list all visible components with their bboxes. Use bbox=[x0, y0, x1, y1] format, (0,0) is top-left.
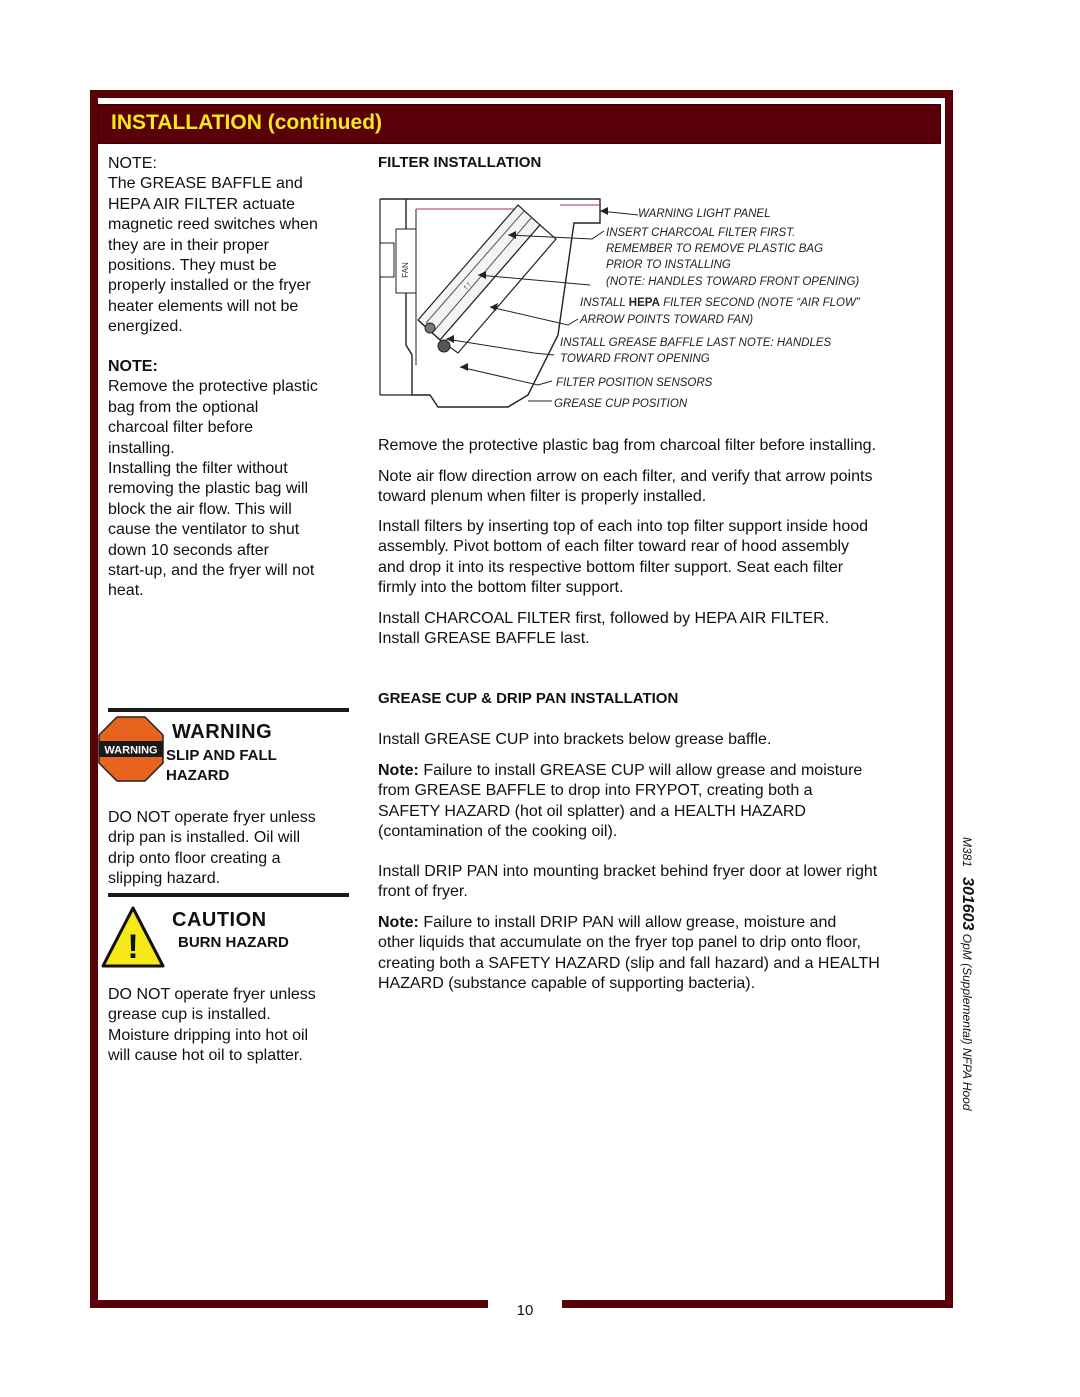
page-frame-right bbox=[945, 90, 953, 1308]
note-label: NOTE: bbox=[108, 358, 158, 375]
page-frame-left bbox=[90, 90, 98, 1308]
note-line: block the air flow. This will bbox=[108, 500, 292, 518]
note-text: Failure to install DRIP PAN will allow grease, moisture and bbox=[418, 914, 837, 931]
warning-body bbox=[108, 808, 348, 890]
filter-p3 bbox=[378, 517, 938, 599]
page-frame-bottom-left bbox=[90, 1300, 488, 1308]
note-label: Note: bbox=[378, 914, 419, 931]
callout-baffle-1: INSTALL GREASE BAFFLE LAST NOTE: HANDLES bbox=[560, 337, 832, 349]
note-line: The GREASE BAFFLE and bbox=[108, 175, 303, 193]
paragraph-line: Install GREASE BAFFLE last. bbox=[378, 630, 590, 648]
section-title: INSTALLATION (continued) bbox=[111, 111, 383, 134]
paragraph-line: front of fryer. bbox=[378, 883, 468, 901]
filter-p4 bbox=[378, 609, 938, 650]
filter-diagram bbox=[378, 195, 938, 415]
note-line: down 10 seconds after bbox=[108, 541, 269, 559]
warning-line: DO NOT operate fryer unless bbox=[108, 809, 316, 826]
warning-line: slipping hazard. bbox=[108, 870, 221, 888]
caution-triangle-icon bbox=[100, 905, 166, 969]
grease-p1 bbox=[378, 730, 938, 750]
page-number: 10 bbox=[516, 1302, 534, 1319]
callout-charcoal-3: PRIOR TO INSTALLING bbox=[606, 259, 731, 271]
note-line: HEPA AIR FILTER actuate bbox=[108, 195, 296, 213]
filter-installation-heading: FILTER INSTALLATION bbox=[378, 154, 542, 171]
caution-sign-glyph: ! bbox=[127, 928, 139, 966]
callout-charcoal-4: (NOTE: HANDLES TOWARD FRONT OPENING) bbox=[606, 276, 860, 288]
warning-line: drip pan is installed. Oil will bbox=[108, 829, 301, 847]
note-reed-switches bbox=[108, 154, 348, 338]
note-line: positions. They must be bbox=[108, 257, 277, 275]
paragraph-line: Remove the protective plastic bag from charcoal filter before installing. bbox=[378, 437, 877, 454]
note-line: charcoal filter before bbox=[108, 419, 253, 437]
caution-body bbox=[108, 985, 348, 1067]
paragraph-line bbox=[378, 761, 938, 781]
callout-baffle-2: TOWARD FRONT OPENING bbox=[560, 353, 710, 365]
note-label: Note: bbox=[378, 762, 419, 779]
callout-filter-sensors: FILTER POSITION SENSORS bbox=[556, 377, 713, 389]
warning-title: WARNING bbox=[172, 721, 273, 743]
grease-note-2 bbox=[378, 913, 938, 995]
paragraph-line: creating both a SAFETY HAZARD (slip and fall hazard) and a HEALTH bbox=[378, 954, 880, 972]
page-frame-bottom-right bbox=[562, 1300, 953, 1308]
note-line: installing. bbox=[108, 439, 175, 457]
caution-title: CAUTION bbox=[172, 909, 267, 931]
note-label: NOTE: bbox=[108, 155, 157, 172]
warning-subtitle bbox=[166, 746, 346, 786]
warning-sign-icon bbox=[97, 715, 165, 783]
paragraph-line bbox=[378, 913, 938, 933]
document-id-text bbox=[958, 837, 976, 1157]
callout-warning-light-panel: WARNING LIGHT PANEL bbox=[638, 208, 771, 220]
section-header-bar bbox=[98, 104, 941, 144]
paragraph-line: toward plenum when filter is properly installed. bbox=[378, 488, 707, 506]
caution-line: grease cup is installed. bbox=[108, 1006, 271, 1024]
note-line: properly installed or the fryer bbox=[108, 277, 311, 295]
note-line: cause the ventilator to shut bbox=[108, 521, 300, 539]
note-plastic-bag bbox=[108, 357, 348, 602]
grease-p3 bbox=[378, 862, 938, 903]
page-frame-top bbox=[90, 90, 953, 98]
paragraph-line: (contamination of the cooking oil). bbox=[378, 823, 618, 841]
paragraph-line: Install GREASE CUP into brackets below grease baffle. bbox=[378, 731, 772, 748]
document-number: 301603 bbox=[959, 877, 976, 931]
caution-line: Moisture dripping into hot oil bbox=[108, 1026, 309, 1044]
note-line: energized. bbox=[108, 318, 183, 336]
callout-charcoal-1: INSERT CHARCOAL FILTER FIRST. bbox=[606, 227, 796, 239]
note-line: heater elements will not be bbox=[108, 297, 299, 315]
callout-hepa-2: ARROW POINTS TOWARD FAN) bbox=[580, 314, 754, 326]
note-text: Failure to install GREASE CUP will allow grease and moisture bbox=[418, 762, 863, 779]
paragraph-line: Install filters by inserting top of each into top filter support inside hood bbox=[378, 518, 869, 535]
model-number: M381 bbox=[960, 837, 974, 868]
note-line: magnetic reed switches when bbox=[108, 216, 318, 234]
note-line: Remove the protective plastic bbox=[108, 378, 318, 396]
warning-subtitle-line: SLIP AND FALL bbox=[166, 747, 277, 764]
filter-p1 bbox=[378, 436, 938, 456]
caution-subtitle: BURN HAZARD bbox=[178, 934, 289, 951]
warning-top-rule bbox=[108, 708, 349, 712]
filter-p2 bbox=[378, 467, 938, 508]
paragraph-line: from GREASE BAFFLE to drop into FRYPOT, creating both a bbox=[378, 782, 813, 800]
grease-cup-heading: GREASE CUP & DRIP PAN INSTALLATION bbox=[378, 690, 679, 707]
paragraph-line: firmly into the bottom filter support. bbox=[378, 579, 624, 597]
paragraph-line: assembly. Pivot bottom of each filter toward rear of hood assembly bbox=[378, 538, 850, 556]
paragraph-line: Install DRIP PAN into mounting bracket behind fryer door at lower right bbox=[378, 863, 878, 880]
document-description: OpM (Supplemental) NFPA Hood bbox=[960, 933, 974, 1111]
paragraph-line: HAZARD (substance capable of supporting bacteria). bbox=[378, 975, 756, 993]
caution-top-rule bbox=[108, 893, 349, 897]
note-line: heat. bbox=[108, 582, 144, 600]
note-line: start-up, and the fryer will not bbox=[108, 562, 315, 580]
warning-subtitle-line: HAZARD bbox=[166, 767, 230, 784]
paragraph-line: Note air flow direction arrow on each filter, and verify that arrow points bbox=[378, 468, 873, 485]
svg-text:↑↑: ↑↑ bbox=[460, 278, 474, 293]
grease-note-1 bbox=[378, 761, 938, 843]
document-id-vertical bbox=[957, 838, 977, 1158]
warning-line: drip onto floor creating a bbox=[108, 849, 281, 867]
paragraph-line: other liquids that accumulate on the fryer top panel to drip onto floor, bbox=[378, 934, 861, 952]
paragraph-line: and drop it into its respective bottom filter support. Seat each filter bbox=[378, 558, 844, 576]
caution-line: DO NOT operate fryer unless bbox=[108, 986, 316, 1003]
callout-grease-cup: GREASE CUP POSITION bbox=[554, 398, 688, 410]
paragraph-line: SAFETY HAZARD (hot oil splatter) and a HEALTH HAZARD bbox=[378, 802, 806, 820]
fan-label: FAN bbox=[401, 262, 410, 278]
callout-hepa-1: INSTALL HEPA FILTER SECOND (NOTE “AIR FLOW” bbox=[580, 297, 860, 309]
caution-line: will cause hot oil to splatter. bbox=[108, 1047, 303, 1065]
note-line: bag from the optional bbox=[108, 398, 259, 416]
callout-charcoal-2: REMEMBER TO REMOVE PLASTIC BAG bbox=[606, 243, 824, 255]
warning-sign-text: WARNING bbox=[104, 744, 158, 757]
note-line: removing the plastic bag will bbox=[108, 480, 309, 498]
note-line: they are in their proper bbox=[108, 236, 269, 254]
note-line: Installing the filter without bbox=[108, 460, 288, 478]
paragraph-line: Install CHARCOAL FILTER first, followed by HEPA AIR FILTER. bbox=[378, 610, 830, 627]
